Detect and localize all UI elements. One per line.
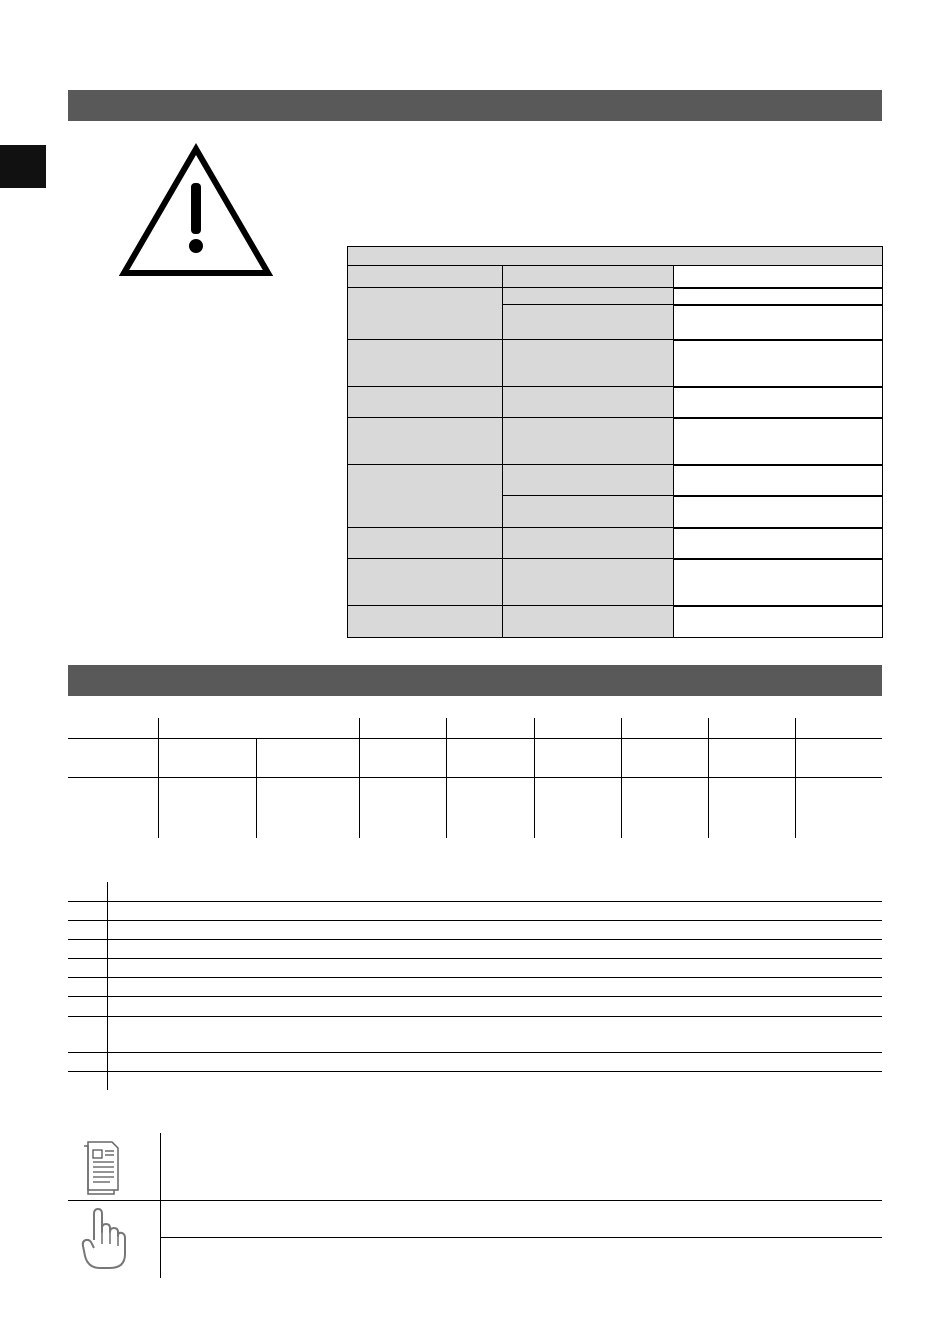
safety-table-cell (673, 417, 883, 466)
safety-table-label (347, 417, 503, 466)
legend-rule (68, 996, 882, 997)
legend-column-rule (107, 882, 108, 1090)
safety-table-cell (673, 464, 883, 497)
safety-table-label (347, 605, 503, 638)
legend-rule (68, 939, 882, 940)
specs-column-rule (158, 718, 159, 838)
safety-table-cell (673, 265, 883, 289)
notes-vertical-line (160, 1133, 161, 1278)
safety-table-label (347, 339, 503, 388)
legend-rule (68, 958, 882, 959)
document-icon (80, 1140, 124, 1196)
legend-rule (68, 977, 882, 978)
specs-rule (68, 777, 882, 778)
safety-table-label (347, 287, 503, 341)
specs-column-rule (256, 738, 257, 838)
notes-divider (68, 1200, 882, 1201)
section-header-safety (68, 90, 882, 121)
legend-rule (68, 1071, 882, 1072)
safety-table-label (347, 464, 503, 529)
legend-rule (68, 920, 882, 921)
safety-table-label (347, 386, 503, 419)
safety-table-cell (502, 417, 674, 466)
safety-table-label (347, 265, 503, 289)
legend-rule (68, 1016, 882, 1017)
safety-table-header (347, 246, 883, 266)
section-header-specs (68, 665, 882, 696)
safety-table-cell (673, 527, 883, 560)
safety-table-cell (502, 304, 674, 341)
specs-rule (68, 738, 882, 739)
safety-table-cell (673, 304, 883, 341)
legend-rule (68, 1052, 882, 1053)
legend-rule (68, 901, 882, 902)
safety-table-cell (502, 605, 674, 638)
safety-table-label (347, 527, 503, 560)
safety-table-cell (502, 339, 674, 388)
safety-table-cell (673, 386, 883, 419)
chapter-tab (0, 145, 46, 188)
specs-column-rule (621, 718, 622, 838)
specs-column-rule (708, 718, 709, 838)
specs-column-rule (534, 718, 535, 838)
specs-column-rule (359, 718, 360, 838)
specs-column-rule (446, 718, 447, 838)
safety-table-cell (502, 527, 674, 560)
safety-table-cell (673, 495, 883, 529)
safety-table-cell (673, 558, 883, 607)
safety-table-cell (673, 605, 883, 638)
pointing-hand-icon (80, 1206, 128, 1272)
safety-table-label (347, 558, 503, 607)
notes-hint-divider (160, 1237, 882, 1238)
warning-triangle-icon (118, 143, 274, 277)
safety-table-cell (673, 339, 883, 388)
specs-column-rule (795, 718, 796, 838)
safety-table-cell (502, 265, 674, 289)
safety-table-cell (502, 386, 674, 419)
safety-table-cell (502, 558, 674, 607)
safety-table-cell (502, 464, 674, 497)
safety-table-cell (502, 495, 674, 529)
